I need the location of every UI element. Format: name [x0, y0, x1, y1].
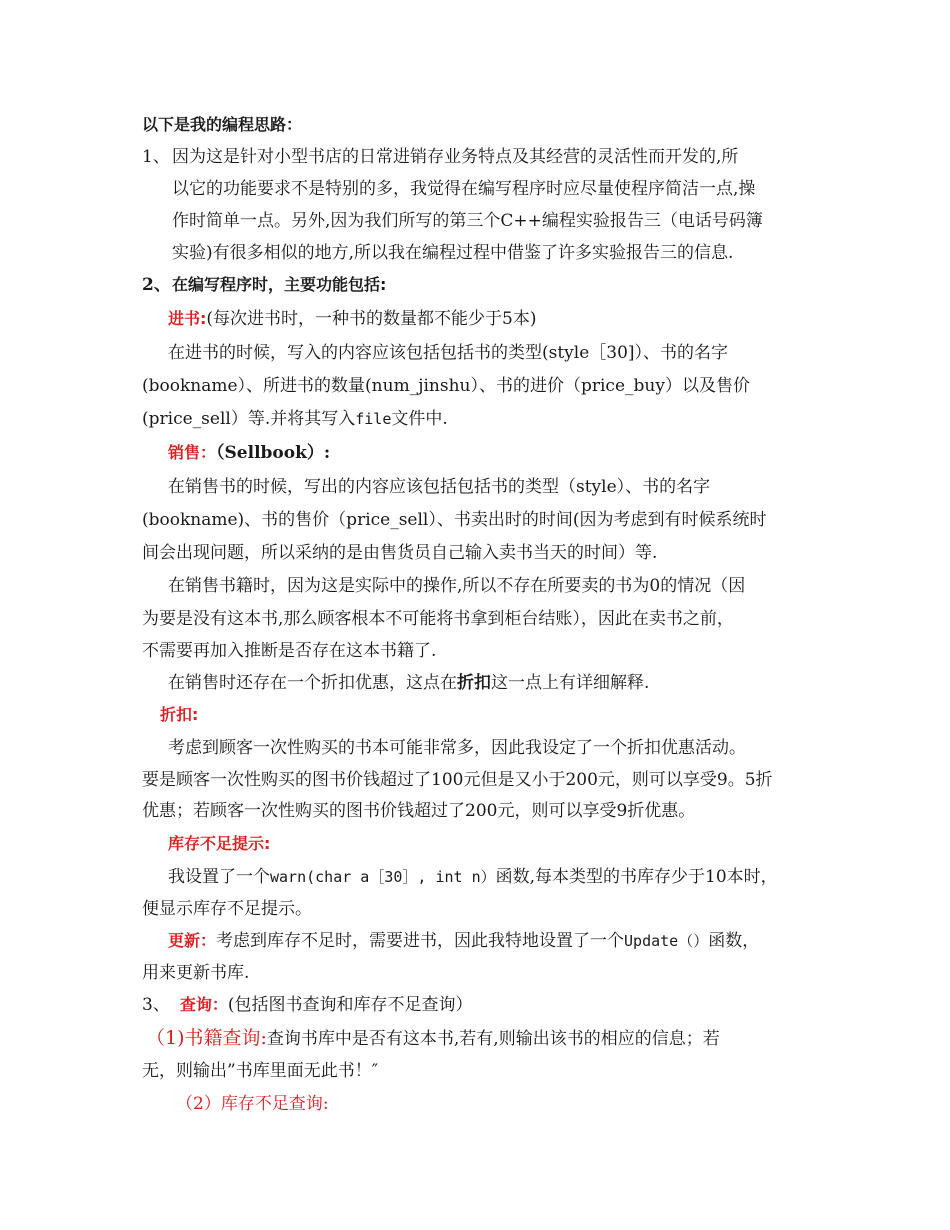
warn-code: warn(char a［30］, int n） — [270, 868, 496, 886]
section-2-title: 在编写程序时，主要功能包括: — [172, 275, 387, 294]
update-code: Update（） — [624, 932, 709, 950]
discount-text: 这一点上有详细解释. — [491, 673, 650, 693]
query-1-text: 查询书库中是否有这本书,若有,则输出该书的相应的信息；若 — [266, 1029, 720, 1049]
gengxin-line: 用来更新书库. — [142, 963, 250, 983]
kucun-text: 函数,每本类型的书库存少于10本时， — [495, 867, 778, 887]
jinshu-text: 文件中. — [391, 409, 448, 429]
section-2-number: 2、 — [142, 275, 171, 295]
section-3-heading — [142, 994, 472, 1016]
gengxin-text: 考虑到库存不足时，需要进书，因此我特地设置了一个 — [216, 931, 625, 951]
xiaoshou-discount-line — [168, 672, 649, 694]
section-1-line: 实验)有很多相似的地方,所以我在编程过程中借鉴了许多实验报告三的信息. — [172, 243, 734, 263]
zhekou-line: 考虑到顾客一次性购买的书本可能非常多，因此我设定了一个折扣优惠活动。 — [168, 738, 746, 758]
section-1-line: 作时简单一点。另外,因为我们所写的第三个C++编程实验报告三（电话号码簿 — [172, 211, 763, 231]
gengxin-label: 更新： — [168, 931, 217, 950]
xiaoshou-line: 为要是没有这本书,那么顾客根本不可能将书拿到柜台结账），因此在卖书之前， — [142, 609, 734, 629]
page-heading: 以下是我的编程思路： — [142, 115, 303, 134]
section-1-number: 1、 — [142, 147, 170, 167]
jinshu-heading — [168, 308, 537, 330]
xiaoshou-line: 不需要再加入推断是否存在这本书籍了. — [142, 641, 437, 661]
section-1-line: 以它的功能要求不是特别的多，我觉得在编写程序时应尽量使程序简洁一点,操 — [172, 179, 756, 199]
xiaoshou-heading — [168, 442, 330, 464]
jinshu-text: (price_sell）等.并将其写入 — [142, 409, 356, 429]
section-3-number: 3、 — [142, 995, 170, 1015]
jinshu-line: (bookname）、所进书的数量(num_jinshu）、书的进价（price_buy）以及售价 — [142, 376, 750, 396]
jinshu-label: 进书: — [168, 309, 207, 328]
query-1-line — [146, 1027, 720, 1050]
discount-bold: 折扣 — [457, 673, 491, 693]
chaxun-label: 查询： — [179, 995, 228, 1014]
query-2-label: （2）库存不足查询: — [176, 1094, 329, 1114]
xiaoshou-title: （Sellbook）: — [216, 443, 331, 463]
xiaoshou-label: 销售： — [168, 443, 217, 462]
zhekou-label: 折扣: — [160, 705, 199, 724]
jinshu-line: 在进书的时候，写入的内容应该包括包括书的类型(style［30]）、书的名字 — [168, 343, 729, 363]
gengxin-line — [168, 930, 759, 952]
zhekou-line: 优惠；若顾客一次性购买的图书价钱超过了200元，则可以享受9折优惠。 — [142, 801, 696, 821]
query-1-line: 无，则输出”书库里面无此书！″ — [142, 1061, 379, 1081]
query-1-label: （1)书籍查询: — [146, 1027, 267, 1049]
xiaoshou-line: 间会出现问题，所以采纳的是由售货员自己输入卖书当天的时间）等. — [142, 543, 658, 563]
gengxin-text: 函数， — [708, 931, 760, 951]
section-1-line: 因为这是针对小型书店的日常进销存业务特点及其经营的灵活性而开发的,所 — [172, 147, 739, 167]
discount-text: 在销售时还存在一个折扣优惠，这点在 — [168, 673, 457, 693]
zhekou-line: 要是顾客一次性购买的图书价钱超过了100元但是又小于200元，则可以享受9。5折 — [142, 770, 773, 790]
kucun-label: 库存不足提示: — [168, 834, 271, 853]
kucun-line: 便显示库存不足提示。 — [142, 899, 312, 919]
xiaoshou-line: 在销售书籍时，因为这是实际中的操作,所以不存在所要卖的书为0的情况（因 — [168, 576, 746, 596]
chaxun-note: (包括图书查询和库存不足查询） — [227, 995, 473, 1015]
jinshu-note: (每次进书时，一种书的数量都不能少于5本) — [206, 309, 537, 329]
jinshu-line-file — [142, 408, 448, 430]
xiaoshou-line: 在销售书的时候，写出的内容应该包括包括书的类型（style）、书的名字 — [168, 477, 711, 497]
kucun-text: 我设置了一个 — [168, 867, 270, 887]
file-code: file — [355, 410, 392, 428]
xiaoshou-line: (bookname)、书的售价（price_sell）、书卖出时的时间(因为考虑到有时候系统时 — [142, 510, 767, 530]
kucun-line — [168, 866, 778, 888]
